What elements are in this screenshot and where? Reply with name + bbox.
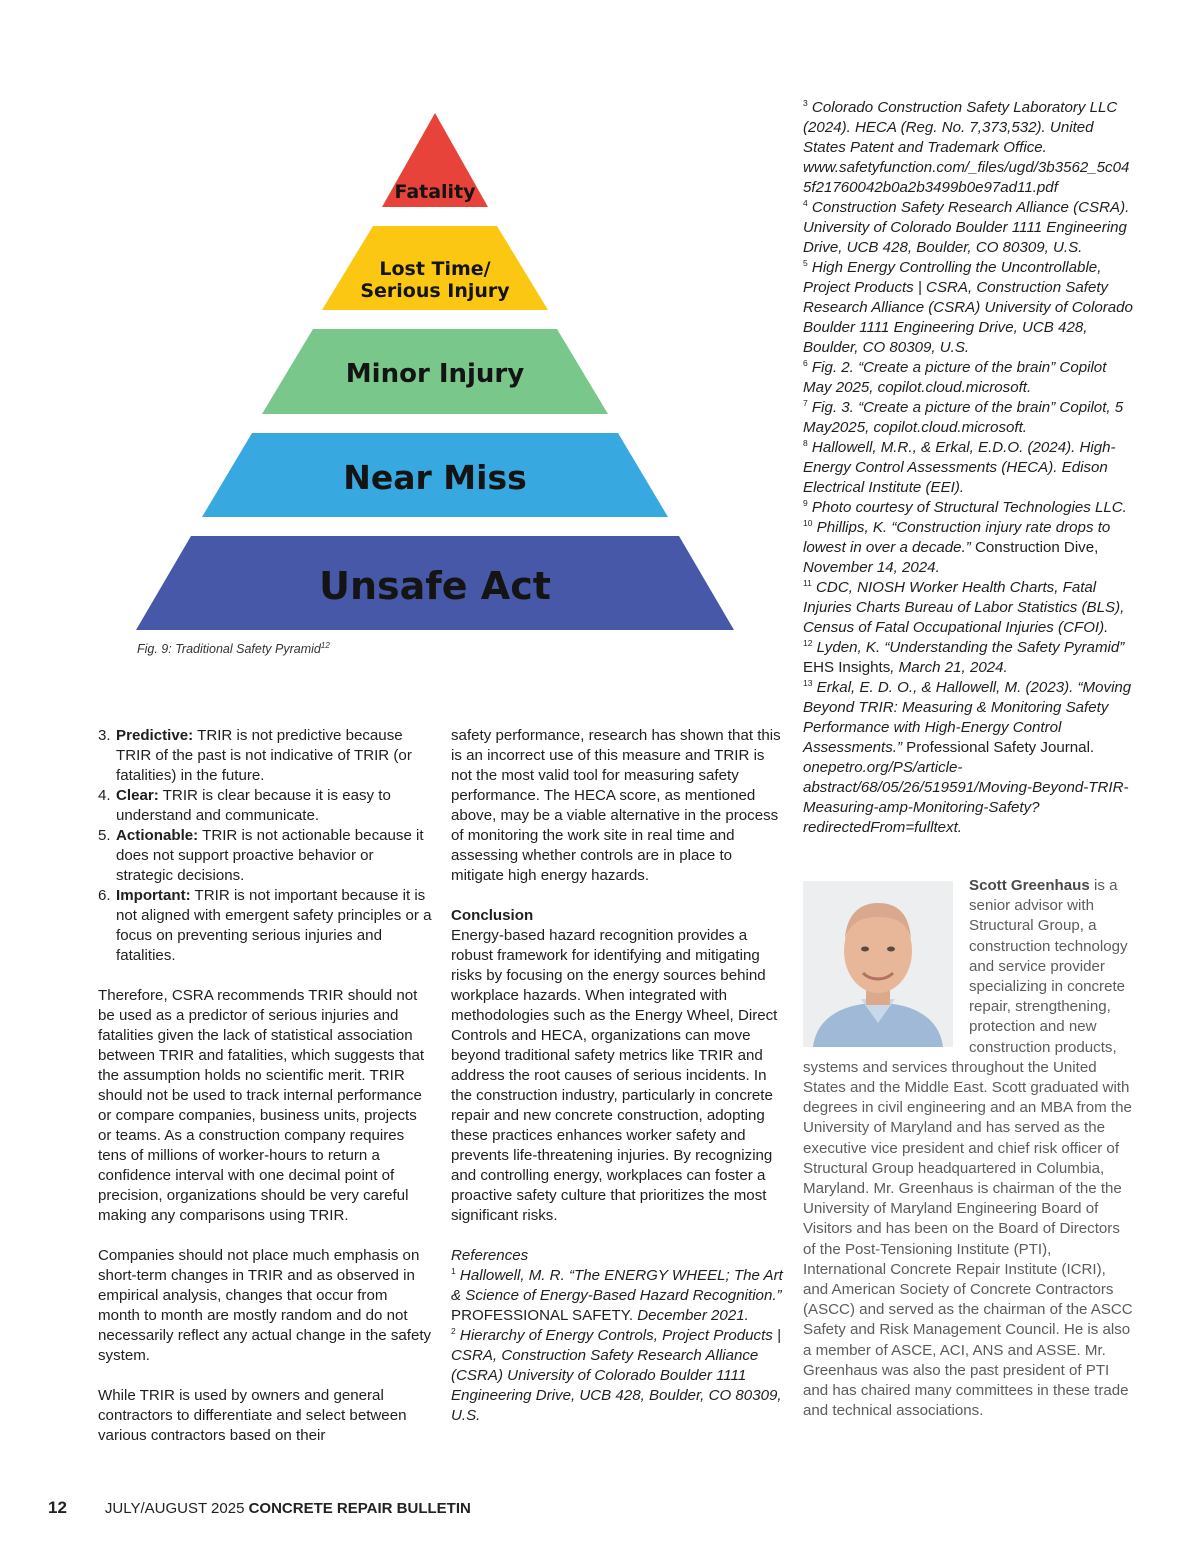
issue-date: JULY/AUGUST 2025: [104, 1500, 249, 1517]
paragraph: While TRIR is used by owners and general contractors to differentiate and select between various contractors based on their: [98, 1387, 407, 1444]
reference-item: $^3$ Colorado Construction Safety Laboratory LLC (2024). HECA (Reg. No. 7,373,532). United States Patent and Trademark Office. www.safetyfunction.com/_files/ugd/3b3562_5c045f21760042b0a2b3499b0e97ad11.pdf: [803, 97, 1130, 196]
left-column: [98, 726, 433, 1446]
tier-near-miss-label: Near Miss: [343, 458, 527, 497]
tier-lost-time-label-line2: Serious Injury: [360, 280, 510, 302]
tier-fatality-label: Fatality: [394, 181, 476, 203]
safety-pyramid-figure: [130, 108, 740, 638]
tier-unsafe-act-label: Unsafe Act: [319, 564, 551, 608]
reference-item: $^2$ Hierarchy of Energy Controls, Project Products | CSRA, Construction Safety Research Alliance (CSRA) University of Colorado Boulder 1111 Engineering Drive, UCB 428, Boulder, CO 80309, U.S.: [451, 1325, 782, 1424]
list-item: 6. Important: TRIR is not important because it is not aligned with emergent safety principles or a focus on preventing serious injuries and fatalities.: [98, 887, 432, 964]
page-footer: [48, 1498, 471, 1518]
middle-column: [451, 726, 786, 1426]
reference-item: $^{12}$ Lyden, K. “Understanding the Safety Pyramid” EHS Insights, March 21, 2024.: [803, 637, 1125, 676]
criteria-list: [98, 726, 433, 966]
author-bio-text: is a senior advisor with Structural Group, a construction technology and service provider specializing in concrete repair, strengthening, protection and new construction products, systems and services throughout the United States and the Middle East. Scott graduated with degrees in civil engineering and an MBA from the University of Maryland and has served as the executive vice president and chief risk officer of Structural Group headquartered in Columbia, Maryland. Mr. Greenhaus is chairman of the the University of Maryland Engineering Board of Visitors and has been on the Board of Directors of the Post-Tensioning Institute (PTI), International Concrete Repair Institute (ICRI), and American Society of Concrete Contractors (ASCC) and served as the chairman of the ASCC Safety and Risk Management Council. He is also a member of ASCE, ACI, ANS and ASSE. Mr. Greenhaus was also the past president of PTI and has chaired many committees in these trade and technical associations.: [803, 877, 1133, 1420]
safety-pyramid-graphic: [130, 108, 740, 638]
page-number: 12: [48, 1498, 67, 1517]
right-references: [803, 98, 1133, 838]
list-item: 3. Predictive: TRIR is not predictive because TRIR of the past is not indicative of TRIR (or fatalities) in the future.: [98, 727, 412, 784]
reference-item: $^7$ Fig. 3. “Create a picture of the brain” Copilot, 5 May2025, copilot.cloud.microsoft.: [803, 397, 1124, 436]
reference-item: $^{10}$ Phillips, K. “Construction injury rate drops to lowest in over a decade.” Construction Dive, November 14, 2024.: [803, 517, 1111, 576]
author-portrait-icon: [803, 881, 953, 1047]
author-bio: [803, 876, 1133, 1421]
paragraph: safety performance, research has shown that this is an incorrect use of this measure and TRIR is not the most valid tool for measuring safety performance. The HECA score, as mentioned above, may be a viable alternative in the process of monitoring the work site in real time and assessing whether controls are in place to mitigate high energy hazards.: [451, 727, 781, 884]
author-photo: [803, 881, 953, 1047]
reference-item: $^5$ High Energy Controlling the Uncontrollable, Project Products | CSRA, Construction Safety Research Alliance (CSRA) University of Colorado Boulder 1111 Engineering Drive, UCB 428, Boulder, CO 80309, U.S.: [803, 257, 1133, 356]
reference-item: $^{11}$ CDC, NIOSH Worker Health Charts, Fatal Injuries Charts Bureau of Labor Statistics (BLS), Census of Fatal Occupational Injuries (CFOI).: [803, 577, 1125, 636]
reference-item: $^9$ Photo courtesy of Structural Technologies LLC.: [803, 497, 1127, 516]
paragraph: Companies should not place much emphasis on short-term changes in TRIR and as observed in empirical analysis, changes that occur from month to month are mostly random and do not necessarily reflect any actual change in the safety system.: [98, 1247, 432, 1364]
reference-item: $^4$ Construction Safety Research Alliance (CSRA). University of Colorado Boulder 1111 Engineering Drive, UCB 428, Boulder, CO 80309, U.S.: [803, 197, 1130, 256]
reference-item: $^{13}$ Erkal, E. D. O., & Hallowell, M. (2023). “Moving Beyond TRIR: Measuring & Monitoring Safety Performance with High-Energy Control Assessments.” Professional Safety Journal. onepetro.org/PS/article-abstract/68/05/26/519591/Moving-Beyond-TRIR-Measuring-amp-Monitoring-Safety?redirectedFrom=fulltext.: [803, 677, 1132, 836]
figure-caption: Fig. 9: Traditional Safety Pyramid$^{12}$: [137, 641, 330, 657]
list-item: 5. Actionable: TRIR is not actionable because it does not support proactive behavior or strategic decisions.: [98, 827, 424, 884]
conclusion-heading: Conclusion: [451, 907, 534, 924]
reference-item: $^1$ Hallowell, M. R. “The ENERGY WHEEL; The Art & Science of Energy-Based Hazard Recognition.” PROFESSIONAL SAFETY. December 2021.: [451, 1265, 783, 1324]
publication-name: CONCRETE REPAIR BULLETIN: [248, 1500, 471, 1517]
tier-lost-time-label-line1: Lost Time/: [379, 258, 491, 280]
reference-item: $^6$ Fig. 2. “Create a picture of the brain” Copilot May 2025, copilot.cloud.microsoft.: [803, 357, 1107, 396]
reference-item: $^8$ Hallowell, M.R., & Erkal, E.D.O. (2024). High-Energy Control Assessments (HECA). Edison Electrical Institute (EEI).: [803, 437, 1116, 496]
references-heading: References: [451, 1247, 529, 1264]
author-name: Scott Greenhaus: [969, 877, 1090, 894]
list-item: 4. Clear: TRIR is clear because it is easy to understand and communicate.: [98, 787, 391, 824]
paragraph: Energy-based hazard recognition provides a robust framework for identifying and mitigating risks by focusing on the energy sources behind workplace hazards. When integrated with methodologies such as the Energy Wheel, Direct Controls and HECA, organizations can move beyond traditional safety metrics like TRIR and address the root causes of serious incidents. In the construction industry, particularly in concrete repair and new concrete construction, adopting these practices enhances worker safety and prevents life-threatening injuries. By recognizing and controlling energy, workplaces can foster a proactive safety culture that prioritizes the most significant risks.: [451, 927, 778, 1224]
paragraph: Therefore, CSRA recommends TRIR should not be used as a predictor of serious injuries and fatalities given the lack of statistical association between TRIR and fatalities, which suggests that the assumption holds no scientific merit. TRIR should not be used to track internal performance or compare companies, business units, projects or teams. As a construction company requires tens of millions of worker-hours to return a confidence interval with one decimal point of precision, organizations should be very careful making any comparisons using TRIR.: [98, 987, 425, 1224]
tier-minor-injury-label: Minor Injury: [345, 359, 525, 389]
